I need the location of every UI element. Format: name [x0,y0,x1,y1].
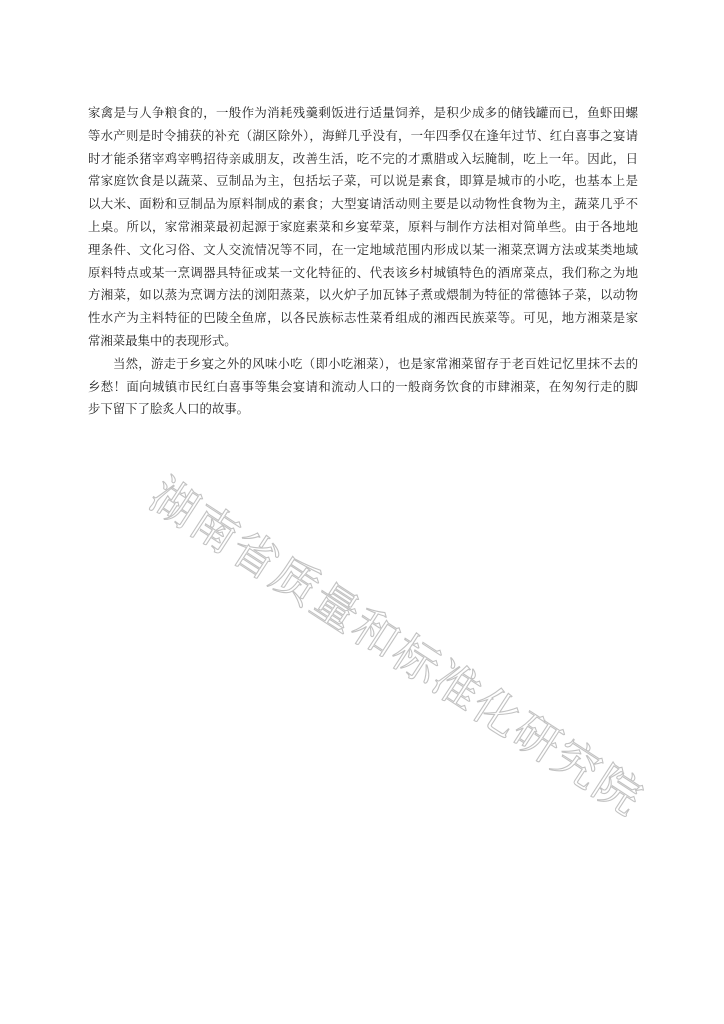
text-line: 常家庭饮食是以蔬菜、豆制品为主，包括坛子菜，可以说是素食，即算是城市的小吃，也基本上是 [88,173,638,189]
text-line: 常湘菜最集中的表现形式。 [88,332,237,348]
body-text [88,102,638,421]
watermark-text: 湖南省质量和标准化研究院 [140,467,654,827]
text-line: 以大米、面粉和豆制品为原料制成的素食；大型宴请活动则主要是以动物性食物为主，蔬菜几乎不 [88,196,638,212]
text-line: 上桌。所以，家常湘菜最初起源于家庭素菜和乡宴荤菜，原料与制作方法相对简单些。由于各地地 [88,218,638,234]
text-line: 时才能杀猪宰鸡宰鸭招待亲戚朋友，改善生活，吃不完的才熏腊或入坛腌制，吃上一年。因此，日 [88,150,638,166]
text-line: 乡愁！面向城镇市民红白喜事等集会宴请和流动人口的一般商务饮食的市肆湘菜，在匆匆行走的脚 [88,378,638,394]
text-line: 性水产为主料特征的巴陵全鱼席，以各民族标志性菜肴组成的湘西民族菜等。可见，地方湘菜是家 [88,310,638,326]
paragraph-1 [88,102,638,353]
text-line: 原料特点或某一烹调器具特征或某一文化特征的、代表该乡村城镇特色的酒席菜点，我们称之为地 [88,264,638,280]
paragraph-2 [88,353,638,421]
text-line: 当然，游走于乡宴之外的风味小吃（即小吃湘菜），也是家常湘菜留存于老百姓记忆里抹不去的 [113,355,638,371]
text-line: 家禽是与人争粮食的，一般作为消耗残羹剩饭进行适量饲养，是积少成多的储钱罐而已，鱼虾田螺 [88,105,638,120]
text-line: 理条件、文化习俗、文人交流情况等不同，在一定地域范围内形成以某一湘菜烹调方法或某类地域 [88,241,638,257]
text-line: 等水产则是时令捕获的补充（湖区除外），海鲜几乎没有，一年四季仅在逢年过节、红白喜事之宴请 [88,127,638,143]
text-line: 步下留下了脍炙人口的故事。 [88,401,250,417]
text-line: 方湘菜，如以蒸为烹调方法的浏阳蒸菜，以火炉子加瓦钵子煮或煨制为特征的常德钵子菜，以动物 [88,287,638,303]
